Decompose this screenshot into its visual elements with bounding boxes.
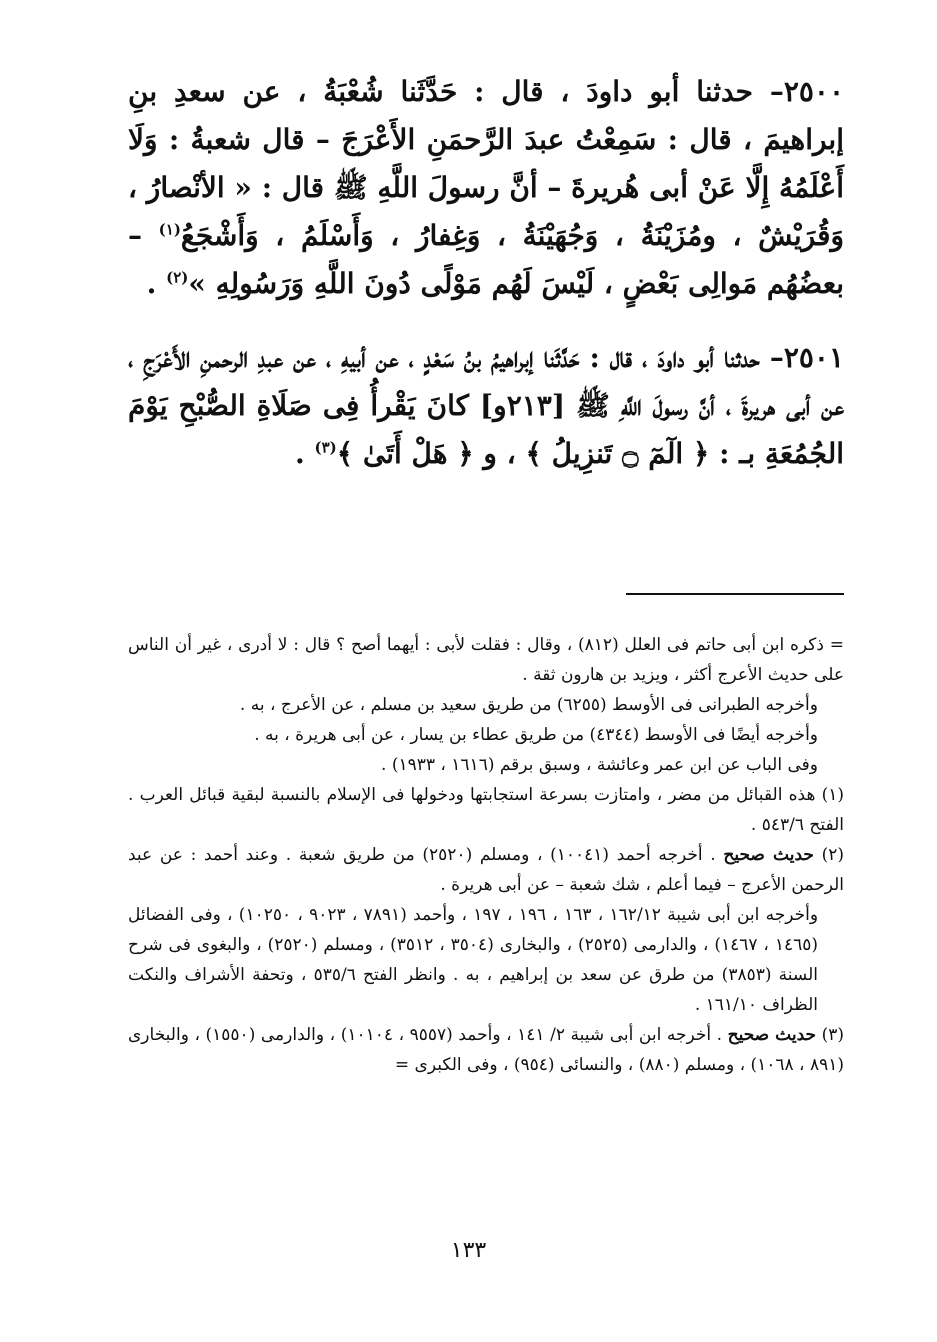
footnotes	[128, 630, 844, 1080]
footnote-1: (١) هذه القبائل من مضر ، وامتازت بسرعة استجابتها ودخولها فى الإسلام بالنسبة لبقية قبائل العرب . الفتح ٥٤٣/٦ .	[128, 785, 844, 835]
footnote-label: (٣)	[821, 1025, 845, 1045]
footnote-2	[128, 840, 844, 900]
hadith-2501	[128, 334, 844, 478]
footnote-label: (٢)	[821, 845, 844, 865]
grading: حديث صحيح	[727, 1025, 817, 1045]
hadith-text: – حدثنا أبو داودَ ، قال : حَدَّثَنا شُعْبَةُ ، عن سعدِ بنِ إبراهيمَ ، قال : سَمِعْتُ عبدَ الرَّحمَنِ الأَعْرَجَ – قال شعبةُ : وَلَا أَعْلَمُهُ إِلَّا عَنْ أبى هُريرةَ – أنَّ رسولَ اللَّهِ ﷺ قال : « الأنْصارُ ، وَقُرَيْشٌ ، ومُزَيْنَةُ ، وَجُهَيْنَةُ ، وَغِفارُ ، وَأَسْلَمُ ، وَأَشْجَعُ	[128, 75, 844, 252]
footnote-text: . أخرجه ابن أبى شيبة ٢/ ١٤١ ، وأحمد (٩٥٥٧ ، ١٠١٠٤) ، والدارمى (١٥٥٠) ، والبخارى (٨٩١ ، ١٠٦٨) ، ومسلم (٨٨٠) ، والنسائى (٩٥٤) ، وفى الكبرى =	[128, 1025, 844, 1075]
footnote-ref: (٢)	[166, 268, 189, 287]
footnote-ref: (١)	[158, 220, 181, 239]
footnote-ref: (٣)	[314, 438, 337, 457]
footnote-3	[128, 1020, 844, 1080]
footnote-divider	[626, 593, 844, 595]
footnote-2-more: وأخرجه ابن أبى شيبة ١٦٢/١٢ ، ١٦٣ ، ١٩٦ ، ١٩٧ ، وأحمد (٧٨٩١ ، ٩٠٢٣ ، ١٠٢٥٠) ، وفى الفضائل (١٤٦٥ ، ١٤٦٧) ، والدارمى (٢٥٢٥) ، والبخارى (٣٥٠٤ ، ٣٥١٢) ، ومسلم (٢٥٢٠) ، والبغوى فى شرح السنة (٣٨٥٣) من طرق عن سعد بن إبراهيم ، به . وانظر الفتح ٥٣٥/٦ ، وتحفة الأشراف والنكت الظراف ١٦١/١٠ .	[128, 905, 819, 1015]
page-number: ١٣٣	[450, 1238, 487, 1263]
hadith-number: ٢٥٠٠	[783, 75, 844, 108]
hadith-text: – بعضُهُم مَوالِى بَعْضٍ ، لَيْسَ لَهُم مَوْلًى دُونَ اللَّهِ وَرَسُولِهِ »	[128, 219, 844, 300]
footnote-continuation: وفى الباب عن ابن عمر وعائشة ، وسبق برقم (١٦١٦ ، ١٩٣٣) .	[381, 755, 818, 775]
hadith-text: – حدثنا أبو داودَ ، قال : حَدَّثَنا إبراهيمُ بنُ سَعْدٍ ، عن أبيهِ ، عن عبدِ الرحمنِ الأَعْرَجِ ، عن أبى هريرةَ ، أنَّ رسولَ اللَّهِ ﷺ [٢١٣و] كانَ يَقْرأُ فِى صَلَاةِ الصُّبْحِ يَوْمَ الجُمُعَةِ بـ : ﴿ الٓمٓ ۝ تَنزِيلُ ﴾ ، و ﴿ هَلْ أَتَىٰ ﴾	[128, 341, 844, 470]
footnote-continuation: = ذكره ابن أبى حاتم فى العلل (٨١٢) ، وقال : فقلت لأبى : أيهما أصح ؟ قال : لا أدرى ، غير أن الناس على حديث الأعرج أكثر ، ويزيد بن هارون ثقة .	[128, 635, 844, 685]
grading: حديث صحيح	[723, 845, 814, 865]
main-text	[128, 68, 844, 504]
footnote-text: . أخرجه أحمد (١٠٠٤١) ، ومسلم (٢٥٢٠) من طريق شعبة . وعند أحمد : عن عبد الرحمن الأعرج – فيما أعلم ، شك شعبة – عن أبى هريرة .	[128, 845, 844, 895]
hadith-number: ٢٥٠١	[783, 341, 844, 374]
footnote-continuation: وأخرجه الطبرانى فى الأوسط (٦٢٥٥) من طريق سعيد بن مسلم ، عن الأعرج ، به .	[239, 695, 818, 715]
hadith-text: .	[146, 267, 167, 300]
footnote-continuation: وأخرجه أيضًا فى الأوسط (٤٣٤٤) من طريق عطاء بن يسار ، عن أبى هريرة ، به .	[254, 725, 818, 745]
hadith-2500	[128, 68, 844, 308]
hadith-text: .	[294, 437, 315, 470]
